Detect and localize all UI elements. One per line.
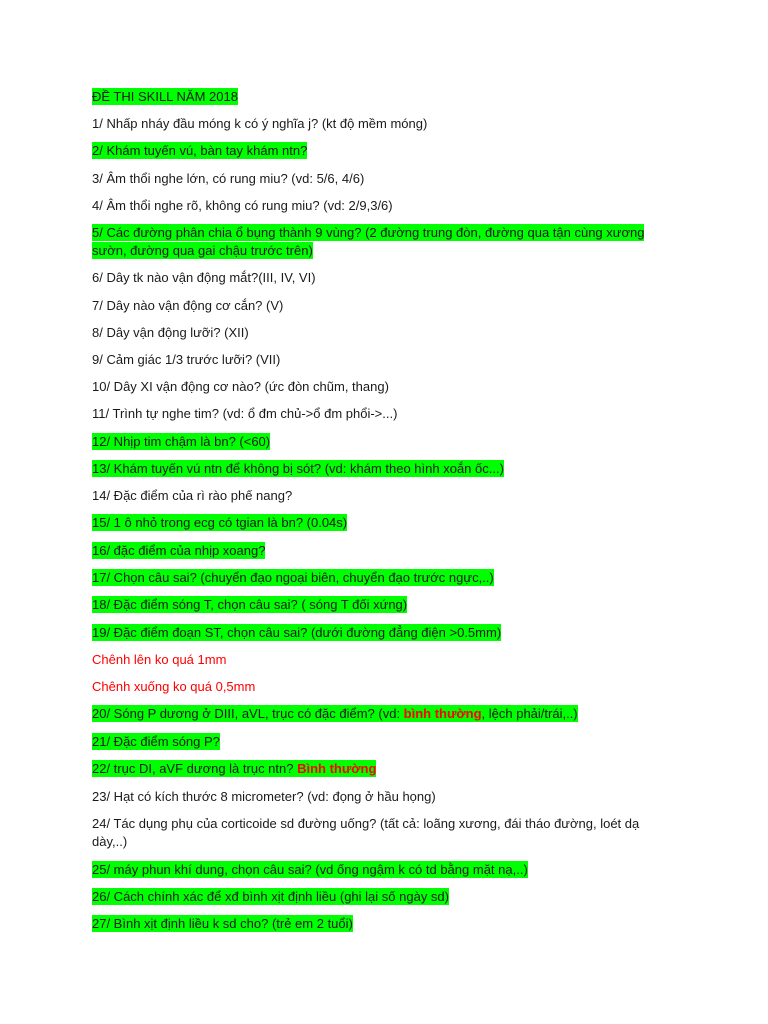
question-16 <box>92 542 652 560</box>
question-3 <box>92 170 652 188</box>
question-text: 11/ Trình tự nghe tim? (vd: ổ đm chủ->ổ đm phổi->...) <box>92 406 398 421</box>
question-text: 1/ Nhấp nháy đầu móng k có ý nghĩa j? (kt độ mềm móng) <box>92 116 428 131</box>
question-22 <box>92 760 652 778</box>
question-20 <box>92 705 652 723</box>
question-text: 2/ Khám tuyến vú, bàn tay khám ntn? <box>92 143 308 158</box>
question-14 <box>92 487 652 505</box>
question-text: 10/ Dây XI vận động cơ nào? (ức đòn chũm, thang) <box>92 379 389 394</box>
question-text: 12/ Nhịp tim chậm là bn? (<60) <box>92 434 271 449</box>
question-text: 4/ Âm thổi nghe rõ, không có rung miu? (vd: 2/9,3/6) <box>92 198 393 213</box>
question-text: 14/ Đặc điểm của rì rào phế nang? <box>92 488 293 503</box>
question-26 <box>92 888 652 906</box>
note-text: Chênh xuống ko quá 0,5mm <box>92 679 256 694</box>
note-st-depression <box>92 678 652 696</box>
question-text: 7/ Dây nào vận động cơ cắn? (V) <box>92 298 284 313</box>
question-4 <box>92 197 652 215</box>
question-text: 19/ Đặc điểm đoạn ST, chọn câu sai? (dưới đường đẳng điện >0.5mm) <box>92 625 502 640</box>
question-13 <box>92 460 652 478</box>
question-text: 21/ Đặc điểm sóng P? <box>92 734 220 749</box>
question-text-part: 20/ Sóng P dương ở DIII, aVL, trục có đặc điểm? (vd: <box>92 706 404 721</box>
title-text: ĐỀ THI SKILL NĂM 2018 <box>92 89 238 104</box>
question-6 <box>92 269 652 287</box>
document-title <box>92 88 652 106</box>
question-27 <box>92 915 652 933</box>
question-text: 23/ Hạt có kích thước 8 micrometer? (vd: đọng ở hầu họng) <box>92 789 436 804</box>
answer-highlight: bình thường <box>403 706 482 721</box>
question-21 <box>92 733 652 751</box>
question-9 <box>92 351 652 369</box>
question-text: 5/ Các đường phân chia ổ bụng thành 9 vùng? (2 đường trung đòn, đường qua tận cùng xương sườn, đường qua gai chậu trước trên) <box>92 225 645 258</box>
question-text: 25/ máy phun khí dung, chọn câu sai? (vd ống ngậm k có td bằng mặt nạ,..) <box>92 862 528 877</box>
question-25 <box>92 861 652 879</box>
question-text: 8/ Dây vận động lưỡi? (XII) <box>92 325 249 340</box>
question-text: 24/ Tác dụng phụ của corticoide sd đường uống? (tất cả: loãng xương, đái tháo đường, loét dạ dày,..) <box>92 816 640 849</box>
question-text: 27/ Bình xịt định liều k sd cho? (trẻ em 2 tuổi) <box>92 916 353 931</box>
question-1 <box>92 115 652 133</box>
question-5 <box>92 224 652 260</box>
question-11 <box>92 405 652 423</box>
question-17 <box>92 569 652 587</box>
question-text: 13/ Khám tuyến vú ntn để không bị sót? (vd: khám theo hình xoắn ốc...) <box>92 461 504 476</box>
question-text: 18/ Đặc điểm sóng T, chọn câu sai? ( sóng T đối xứng) <box>92 597 408 612</box>
note-st-elevation <box>92 651 652 669</box>
question-12 <box>92 433 652 451</box>
question-10 <box>92 378 652 396</box>
question-23 <box>92 788 652 806</box>
question-text: 9/ Cảm giác 1/3 trước lưỡi? (VII) <box>92 352 281 367</box>
question-text <box>92 705 578 722</box>
question-18 <box>92 596 652 614</box>
question-text: 3/ Âm thổi nghe lớn, có rung miu? (vd: 5/6, 4/6) <box>92 171 365 186</box>
question-text: 26/ Cách chính xác để xđ bình xịt định liều (ghi lại số ngày sd) <box>92 889 449 904</box>
question-text: 6/ Dây tk nào vận động mắt?(III, IV, VI) <box>92 270 316 285</box>
question-text-part: 22/ trục DI, aVF dương là trục ntn? <box>92 761 298 776</box>
question-24 <box>92 815 652 851</box>
question-text: 16/ đặc điểm của nhịp xoang? <box>92 543 266 558</box>
question-2 <box>92 142 652 160</box>
question-8 <box>92 324 652 342</box>
question-text: 15/ 1 ô nhỏ trong ecg có tgian là bn? (0.04s) <box>92 515 348 530</box>
note-text: Chênh lên ko quá 1mm <box>92 652 227 667</box>
question-text: 17/ Chọn câu sai? (chuyển đạo ngoại biên, chuyển đạo trước ngực,..) <box>92 570 494 585</box>
question-7 <box>92 297 652 315</box>
question-text <box>92 760 376 777</box>
answer-highlight: Bình thường <box>297 761 377 776</box>
question-text-part: , lệch phải/trái,..) <box>481 706 578 721</box>
question-15 <box>92 514 652 532</box>
question-19 <box>92 624 652 642</box>
